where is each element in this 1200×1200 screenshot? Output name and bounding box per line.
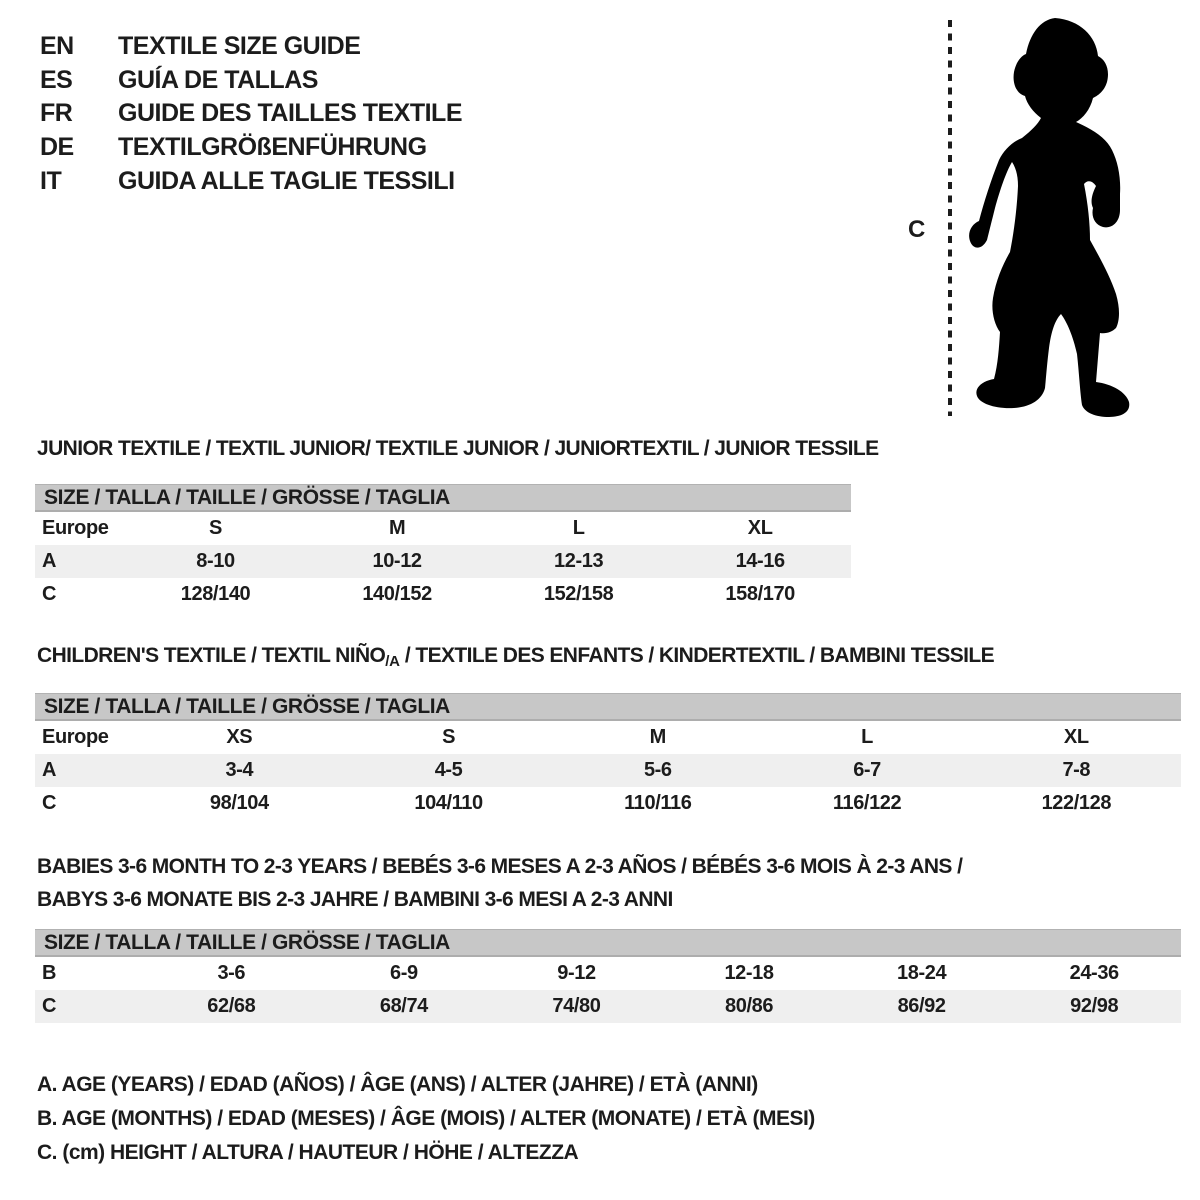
table-cell: 116/122 — [832, 792, 902, 814]
lang-title: TEXTILGRÖßENFÜHRUNG — [118, 133, 427, 162]
table-cell: 158/170 — [725, 583, 795, 605]
lang-row-de — [40, 131, 462, 165]
legend-line-height-cm: C. (cm) HEIGHT / ALTURA / HAUTEUR / HÖHE / ALTEZZA — [37, 1141, 579, 1164]
lang-code: IT — [40, 166, 62, 195]
language-title-list — [40, 30, 462, 198]
table-cell: 12-13 — [554, 550, 604, 572]
size-header-bar: SIZE / TALLA / TAILLE / GRÖSSE / TAGLIA — [35, 693, 1181, 721]
junior-section-title: JUNIOR TEXTILE / TEXTIL JUNIOR/ TEXTILE JUNIOR / JUNIORTEXTIL / JUNIOR TESSILE — [37, 437, 879, 460]
children-title-subscript: /A — [385, 653, 400, 670]
table-cell: 104/110 — [414, 792, 483, 814]
children-age-row — [35, 754, 1181, 787]
lang-code: DE — [40, 133, 74, 162]
children-title-part2: / TEXTILE DES ENFANTS / KINDERTEXTIL / BAMBINI TESSILE — [399, 644, 995, 667]
children-title-part1: CHILDREN'S TEXTILE / TEXTIL NIÑO — [37, 644, 386, 667]
legend-line-age-years: A. AGE (YEARS) / EDAD (AÑOS) / ÂGE (ANS) / ALTER (JAHRE) / ETÀ (ANNI) — [37, 1073, 758, 1096]
lang-title: GUÍA DE TALLAS — [118, 65, 318, 94]
table-cell: 10-12 — [372, 550, 422, 572]
col-header-size: XL — [747, 517, 773, 539]
legend-line-age-months: B. AGE (MONTHS) / EDAD (MESES) / ÂGE (MOIS) / ALTER (MONATE) / ETÀ (MESI) — [37, 1107, 815, 1130]
row-label: A — [42, 550, 57, 572]
babies-title-line2: BABYS 3-6 MONATE BIS 2-3 JAHRE / BAMBINI 3-6 MESI A 2-3 ANNI — [37, 888, 673, 911]
table-cell: 86/92 — [897, 995, 946, 1017]
table-cell: 6-9 — [390, 962, 418, 984]
col-header-size: L — [861, 726, 873, 748]
lang-row-it — [40, 164, 462, 198]
table-cell: 5-6 — [643, 759, 672, 781]
lang-code: ES — [40, 65, 73, 94]
size-header-bar: SIZE / TALLA / TAILLE / GRÖSSE / TAGLIA — [35, 484, 851, 512]
lang-title: GUIDE DES TAILLES TEXTILE — [118, 99, 463, 128]
toddler-silhouette-icon — [900, 10, 1160, 425]
babies-months-row — [35, 957, 1181, 990]
lang-row-es — [40, 64, 462, 98]
table-cell: 12-18 — [724, 962, 774, 984]
toddler-silhouette — [969, 18, 1129, 417]
table-cell: 68/74 — [379, 995, 428, 1017]
junior-age-row — [35, 545, 851, 578]
lang-title: GUIDA ALLE TAGLIE TESSILI — [118, 166, 455, 195]
table-cell: 152/158 — [543, 583, 614, 605]
col-header-size: S — [442, 726, 456, 748]
table-cell: 8-10 — [196, 550, 235, 572]
row-label: B — [42, 962, 57, 984]
junior-columns-row — [35, 512, 851, 545]
table-cell: 14-16 — [735, 550, 785, 572]
table-cell: 74/80 — [552, 995, 601, 1017]
junior-size-table — [35, 484, 851, 611]
measure-legend — [37, 1068, 815, 1170]
table-cell: 80/86 — [725, 995, 774, 1017]
children-size-table — [35, 693, 1181, 820]
col-header-size: S — [209, 517, 222, 539]
children-section-title — [37, 644, 994, 668]
lang-row-fr — [40, 97, 462, 131]
table-cell: 7-8 — [1062, 759, 1091, 781]
babies-height-row — [35, 990, 1181, 1023]
table-cell: 140/152 — [362, 583, 432, 605]
table-cell: 6-7 — [853, 759, 881, 781]
children-columns-row — [35, 721, 1181, 754]
table-cell: 62/68 — [207, 995, 256, 1017]
row-label: C — [42, 995, 57, 1017]
babies-size-table — [35, 929, 1181, 1023]
table-cell: 4-5 — [434, 759, 463, 781]
height-measure-label: C — [908, 216, 926, 243]
table-cell: 128/140 — [180, 583, 251, 605]
table-cell: 3-4 — [225, 759, 254, 781]
col-header-size: XS — [226, 726, 253, 748]
lang-code: EN — [40, 32, 74, 61]
row-label: C — [42, 583, 57, 605]
lang-row-en — [40, 30, 462, 64]
lang-title: TEXTILE SIZE GUIDE — [118, 32, 361, 61]
junior-height-row — [35, 578, 851, 611]
table-cell: 98/104 — [209, 792, 269, 814]
col-header-size: XL — [1063, 726, 1089, 748]
babies-section-title — [37, 850, 962, 916]
babies-title-line1: BABIES 3-6 MONTH TO 2-3 YEARS / BEBÉS 3-6 MESES A 2-3 AÑOS / BÉBÉS 3-6 MOIS À 2-3 ANS / — [37, 855, 963, 878]
table-cell: 9-12 — [557, 962, 596, 984]
table-cell: 110/116 — [624, 792, 692, 814]
row-label: C — [42, 792, 57, 814]
table-cell: 18-24 — [897, 962, 947, 984]
lang-code: FR — [40, 99, 73, 128]
size-header-bar: SIZE / TALLA / TAILLE / GRÖSSE / TAGLIA — [35, 929, 1181, 957]
col-header-size: M — [388, 517, 406, 539]
col-header-region: Europe — [42, 517, 109, 539]
col-header-size: L — [572, 517, 585, 539]
table-cell: 24-36 — [1069, 962, 1119, 984]
row-label: A — [42, 759, 57, 781]
table-cell: 3-6 — [217, 962, 246, 984]
table-cell: 122/128 — [1041, 792, 1112, 814]
height-measurement-figure — [900, 10, 1160, 425]
col-header-region: Europe — [42, 726, 109, 748]
table-cell: 92/98 — [1070, 995, 1119, 1017]
col-header-size: M — [649, 726, 666, 748]
children-height-row — [35, 787, 1181, 820]
